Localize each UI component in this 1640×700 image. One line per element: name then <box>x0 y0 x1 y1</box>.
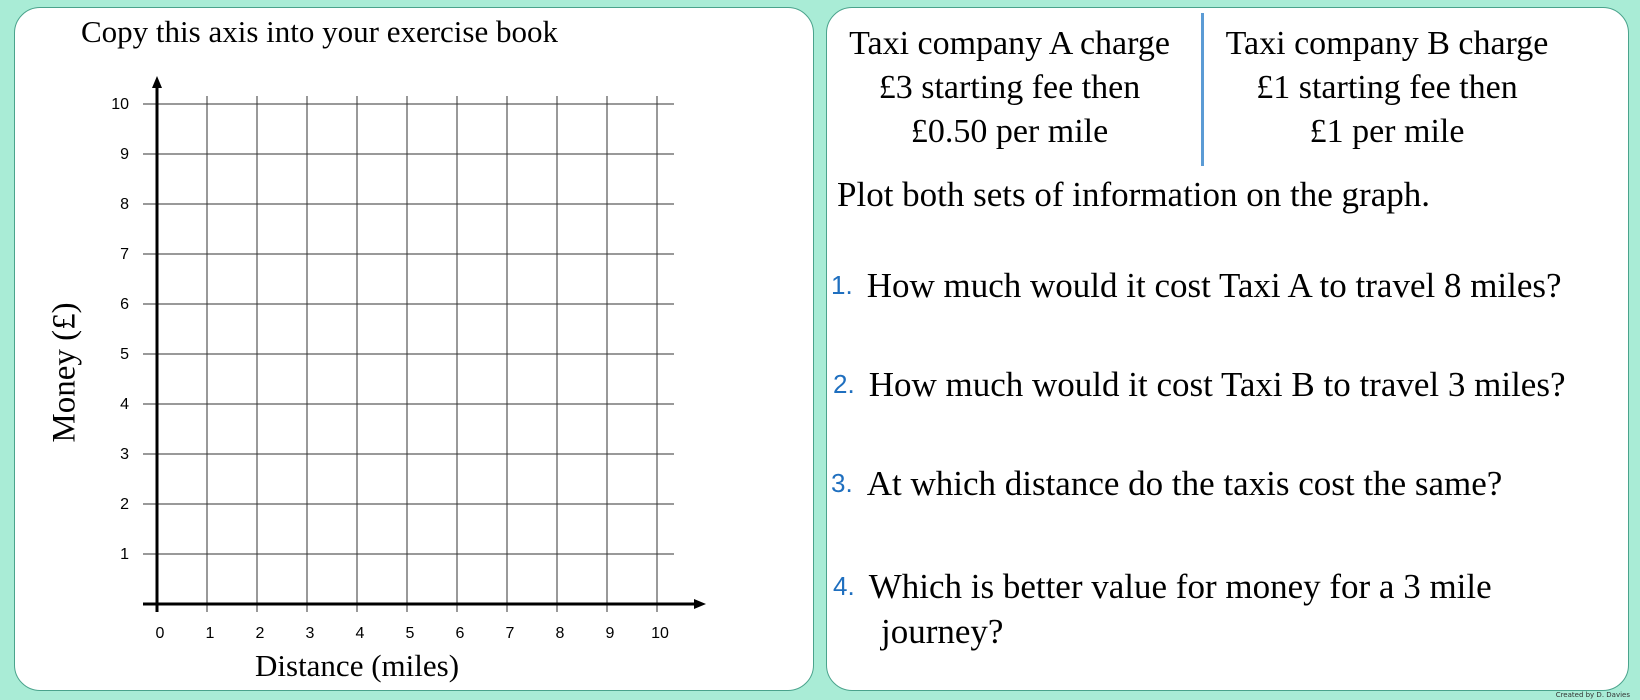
copy-axis-instruction: Copy this axis into your exercise book <box>81 14 558 49</box>
y-tick-label: 10 <box>111 96 129 113</box>
x-axis-arrow-icon <box>694 599 706 609</box>
x-tick-label: 9 <box>605 625 615 642</box>
question-number: 2. <box>833 369 855 400</box>
question-number: 1. <box>831 270 853 301</box>
question-text: Which is better value for money for a 3 mile <box>868 566 1492 606</box>
x-tick-label: 1 <box>205 625 215 642</box>
x-tick-label: 8 <box>555 625 565 642</box>
company-a-heading: Taxi company A charge <box>849 25 1170 62</box>
y-tick-label: 1 <box>120 546 129 563</box>
question-4 <box>833 564 1492 651</box>
axis-panel <box>14 7 814 691</box>
blank-grid <box>15 8 815 692</box>
company-b-per-mile: £1 per mile <box>1309 113 1465 150</box>
y-tick-label: 4 <box>120 396 129 413</box>
y-tick-label: 3 <box>120 446 129 463</box>
x-tick-label: 3 <box>305 625 315 642</box>
credit-text: Created by D. Davies <box>1555 691 1630 699</box>
question-1 <box>831 263 1562 306</box>
company-b-info <box>1197 22 1577 154</box>
company-a-info <box>832 22 1187 154</box>
company-a-per-mile: £0.50 per mile <box>910 113 1109 150</box>
question-number: 4. <box>833 571 855 602</box>
x-tick-label: 5 <box>405 625 415 642</box>
x-axis-title: Distance (miles) <box>255 648 460 683</box>
question-3 <box>831 461 1502 504</box>
question-text-continued: journey? <box>881 612 1004 651</box>
question-text: How much would it cost Taxi A to travel 8 miles? <box>866 265 1562 305</box>
question-number: 3. <box>831 468 853 499</box>
question-2 <box>833 362 1566 405</box>
plot-instruction: Plot both sets of information on the graph. <box>837 175 1430 214</box>
question-text: At which distance do the taxis cost the same? <box>866 463 1503 503</box>
y-tick-label: 5 <box>120 346 129 363</box>
x-tick-label: 4 <box>355 625 365 642</box>
y-tick-label: 6 <box>120 296 129 313</box>
question-text: How much would it cost Taxi B to travel 3 miles? <box>868 364 1566 404</box>
x-tick-label: 0 <box>155 625 165 642</box>
x-tick-label: 2 <box>255 625 265 642</box>
y-axis-title: Money (£) <box>46 302 83 443</box>
company-b-heading: Taxi company B charge <box>1225 25 1549 62</box>
y-tick-label: 7 <box>120 246 129 263</box>
questions-panel <box>826 7 1629 691</box>
y-axis-arrow-icon <box>152 76 162 88</box>
company-a-starting-fee: £3 starting fee then <box>878 69 1141 106</box>
y-tick-label: 8 <box>120 196 129 213</box>
x-tick-label: 10 <box>651 625 669 642</box>
y-tick-label: 9 <box>120 146 129 163</box>
x-tick-label: 6 <box>455 625 465 642</box>
x-tick-label: 7 <box>505 625 515 642</box>
company-b-starting-fee: £1 starting fee then <box>1256 69 1518 106</box>
y-tick-label: 2 <box>120 496 129 513</box>
